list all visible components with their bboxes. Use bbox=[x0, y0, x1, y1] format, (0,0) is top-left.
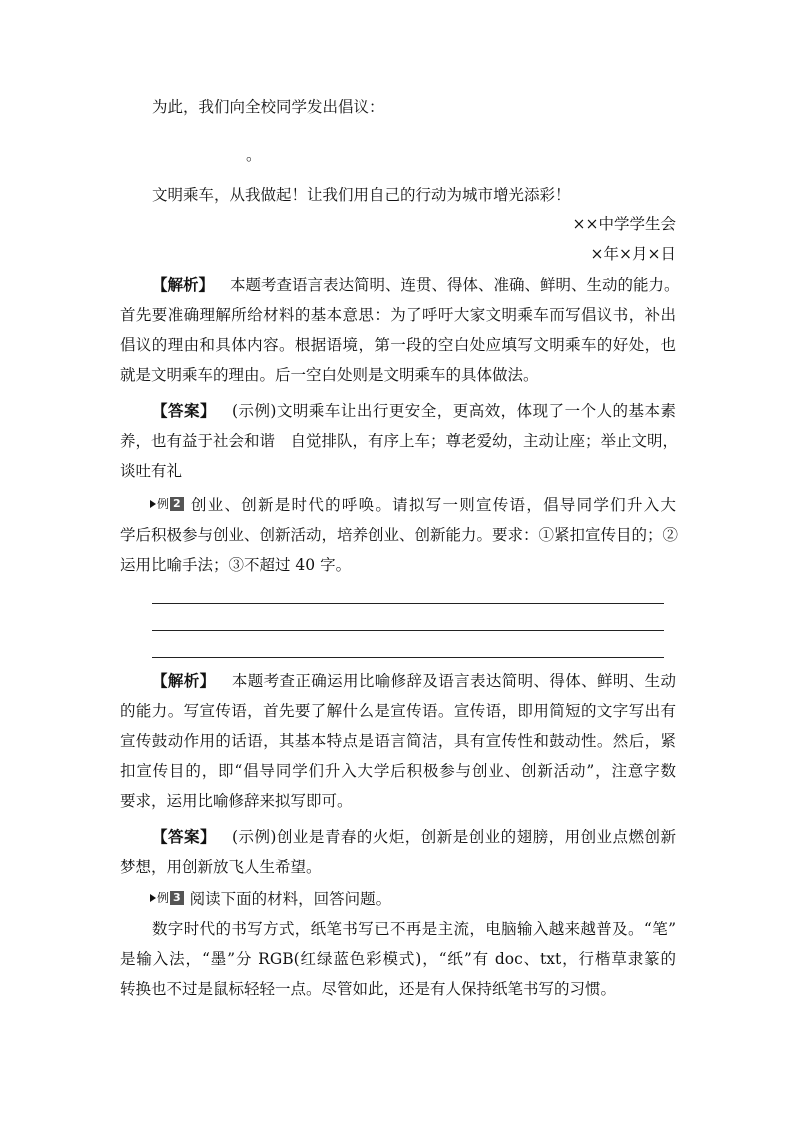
slogan: 文明乘车，从我做起！让我们用自己的行动为城市增光添彩！ bbox=[152, 186, 571, 204]
answer-blank-line bbox=[152, 630, 664, 631]
example-2-line: 运用比喻手法；③不超过 40 字。 bbox=[120, 556, 352, 574]
answer-blank-line bbox=[152, 657, 664, 658]
material-line: 转换也不过是鼠标轻轻一点。尽管如此，还是有人保持纸笔书写的习惯。 bbox=[120, 980, 617, 998]
material-line: 是输入法，“墨”分 RGB(红绿蓝色彩模式)，“纸”有 doc、txt，行楷草隶篆的 bbox=[120, 950, 676, 968]
signature-org: ××中学学生会 bbox=[572, 215, 676, 233]
triangle-icon bbox=[150, 894, 156, 902]
q1-answer-line: 谈吐有礼 bbox=[120, 462, 183, 480]
q2-analysis-line: 扣宣传目的，即“倡导同学们升入大学后积极参与创业、创新活动”，注意字数 bbox=[120, 762, 676, 780]
proposal-intro: 为此，我们向全校同学发出倡议： bbox=[152, 98, 385, 116]
q1-analysis-line: 倡议的理由和具体内容。根据语境，第一段的空白处应填写文明乘车的好处，也 bbox=[120, 336, 676, 354]
answer-label: 【答案】 bbox=[152, 401, 216, 420]
answer-label: 【答案】 bbox=[152, 827, 216, 846]
example-2-line: 学后积极参与创业、创新活动，培养创业、创新能力。要求：①紧扣宣传目的；② bbox=[120, 526, 679, 544]
example-marker: 例 3 bbox=[150, 887, 184, 909]
q2-analysis-line: 【解析】 本题考查正确运用比喻修辞及语言表达简明、得体、鲜明、生动 bbox=[152, 671, 676, 690]
example-3-line: 例 3 阅读下面的材料，回答问题。 bbox=[150, 888, 391, 911]
q2-answer-line: 梦想，用创新放飞人生希望。 bbox=[120, 858, 322, 876]
q2-analysis-line: 宣传鼓动作用的话语，其基本特点是语言简洁，具有宣传性和鼓动性。然后，紧 bbox=[120, 732, 676, 750]
example-2-line: 例 2 创业、创新是时代的呼唤。请拟写一则宣传语，倡导同学们升入大 bbox=[150, 494, 676, 517]
answer-blank-line bbox=[152, 603, 664, 604]
blank-end-period: 。 bbox=[246, 146, 262, 164]
q1-analysis-line: 就是文明乘车的理由。后一空白处则是文明乘车的具体做法。 bbox=[120, 366, 539, 384]
q1-answer-line: 养，也有益于社会和谐 自觉排队，有序上车；尊老爱幼，主动让座；举止文明， bbox=[120, 432, 679, 450]
q1-analysis-line: 【解析】 本题考查语言表达简明、连贯、得体、准确、鲜明、生动的能力。 bbox=[152, 275, 680, 294]
analysis-label: 【解析】 bbox=[152, 275, 215, 294]
triangle-icon bbox=[150, 500, 156, 508]
q1-answer-line: 【答案】 (示例)文明乘车让出行更安全，更高效，体现了一个人的基本素 bbox=[152, 401, 676, 420]
q1-analysis-line: 首先要准确理解所给材料的基本意思：为了呼吁大家文明乘车而写倡议书，补出 bbox=[120, 306, 676, 324]
analysis-label: 【解析】 bbox=[152, 671, 216, 690]
signature-date: ×年×月×日 bbox=[590, 245, 676, 263]
q2-answer-line: 【答案】 (示例)创业是青春的火炬，创新是创业的翅膀，用创业点燃创新 bbox=[152, 827, 676, 846]
q2-analysis-line: 的能力。写宣传语，首先要了解什么是宣传语。宣传语，即用简短的文字写出有 bbox=[120, 702, 676, 720]
example-marker: 例 2 bbox=[150, 493, 184, 515]
q2-analysis-line: 要求，运用比喻修辞来拟写即可。 bbox=[120, 792, 353, 810]
material-line: 数字时代的书写方式，纸笔书写已不再是主流，电脑输入越来越普及。“笔” bbox=[152, 920, 676, 938]
